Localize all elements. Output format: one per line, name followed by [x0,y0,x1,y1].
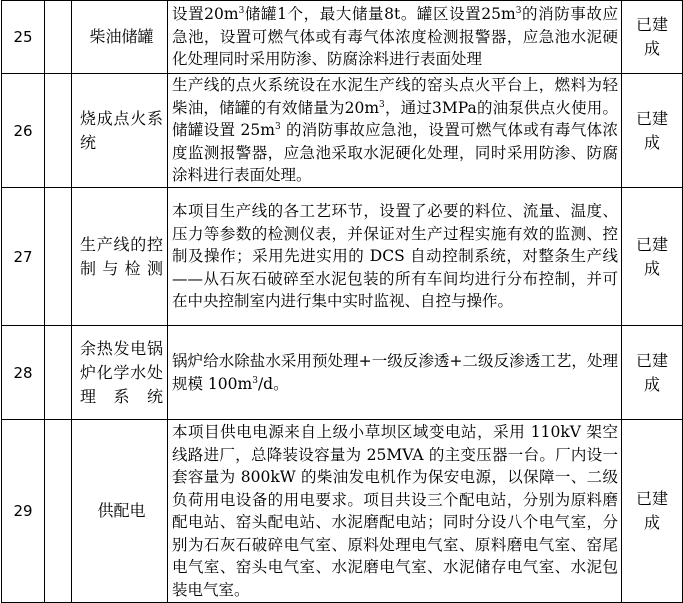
desc-text: 本项目生产线的各工艺环节，设置了必要的料位、流量、温度、压力等参数的检测仪表，并保证对生产过程实施有效的监测、控制及操作；采用先进实用的 DCS 自动控制系统，对整条生产线——从石灰石破碎至水泥包装的所有车间均进行分布控制，并可在中央控制室内进行集中实时监视、自控与操作。 [172,202,618,311]
status-cell [622,420,683,603]
project-facilities-table [1,0,683,603]
table-row [2,74,683,188]
blank-cell [45,1,72,74]
facility-description [168,1,622,74]
facility-name: 柴油储罐 [72,1,168,74]
desc-text: 设置20m [172,5,239,24]
desc-text: ，通过3MPa的油泵供点火使用。储罐设置 25m [172,98,618,140]
row-number: 27 [2,188,45,326]
desc-text: 生产线的点火系统设在水泥生产线的窑头点火平台上，燃料为轻柴油，储罐的有效储量为20m [172,76,618,117]
facility-name: 余热发电锅炉化学水处理系统 [72,326,168,420]
superscript-3: 3 [274,122,281,133]
status-text: 已建成 [635,234,668,278]
blank-cell [45,188,72,326]
desc-text: 储罐1个，最大储量8t。罐区设置25m [244,5,516,24]
superscript-3: 3 [238,6,245,17]
row-number: 28 [2,326,45,420]
facility-description [168,420,622,603]
facility-description [168,188,622,326]
row-number: 25 [2,1,45,74]
table-row [2,420,683,603]
facility-description [168,74,622,188]
table-row [2,188,683,326]
desc-text: 锅炉给水除盐水采用预处理+一级反渗透+二级反渗透工艺，处理规模 100m [172,352,618,393]
status-cell [622,188,683,326]
superscript-3: 3 [515,6,522,17]
blank-cell [45,420,72,603]
status-cell [622,326,683,420]
status-cell [622,1,683,74]
desc-text: /d。 [257,374,289,393]
status-text: 已建成 [635,350,668,394]
table-row [2,326,683,420]
status-cell [622,74,683,188]
facility-name: 供配电 [72,420,168,603]
status-text: 已建成 [635,15,668,58]
table-row [2,1,683,74]
status-text: 已建成 [635,108,668,152]
facility-name: 烧成点火系统 [72,74,168,188]
blank-cell [45,74,72,188]
superscript-3: 3 [379,99,385,110]
desc-text: 的消防事故应急池，设置可燃气体或有毒气体浓度检测报警器，应急池水泥硬化处理同时采用防渗、防腐涂料进行表面处理 [172,5,618,69]
facility-description [168,326,622,420]
blank-cell [45,326,72,420]
superscript-3: 3 [252,375,258,386]
row-number: 29 [2,420,45,603]
row-number: 26 [2,74,45,188]
status-text: 已建成 [635,489,668,532]
desc-text: 的消防事故应急池，设置可燃气体或有毒气体浓度监测报警器，应急池采取水泥硬化处理，同时采用防渗、防腐涂料进行表面处理。 [172,121,618,185]
facility-name: 生产线的控制与检测 [72,188,168,326]
desc-text: 本项目供电电源来自上级小草坝区域变电站，采用 110kV 架空线路进厂，总降装设容量为 25MVA 的主变压器一台。厂内设一套容量为 800kW 的柴油发电机作为保安电源，以保障一、二级负荷用电设备的用电要求。项目共设三个配电站，分别为原料磨配电站、窑头配电站、水泥磨配电站；同时分设八个电气室，分别为石灰石破碎电气室、原料处理电气室、原料磨电气室、窑尾电气室、窑头电气室、水泥磨电气室、水泥储存电气室、水泥包装电气室。 [172,423,618,599]
